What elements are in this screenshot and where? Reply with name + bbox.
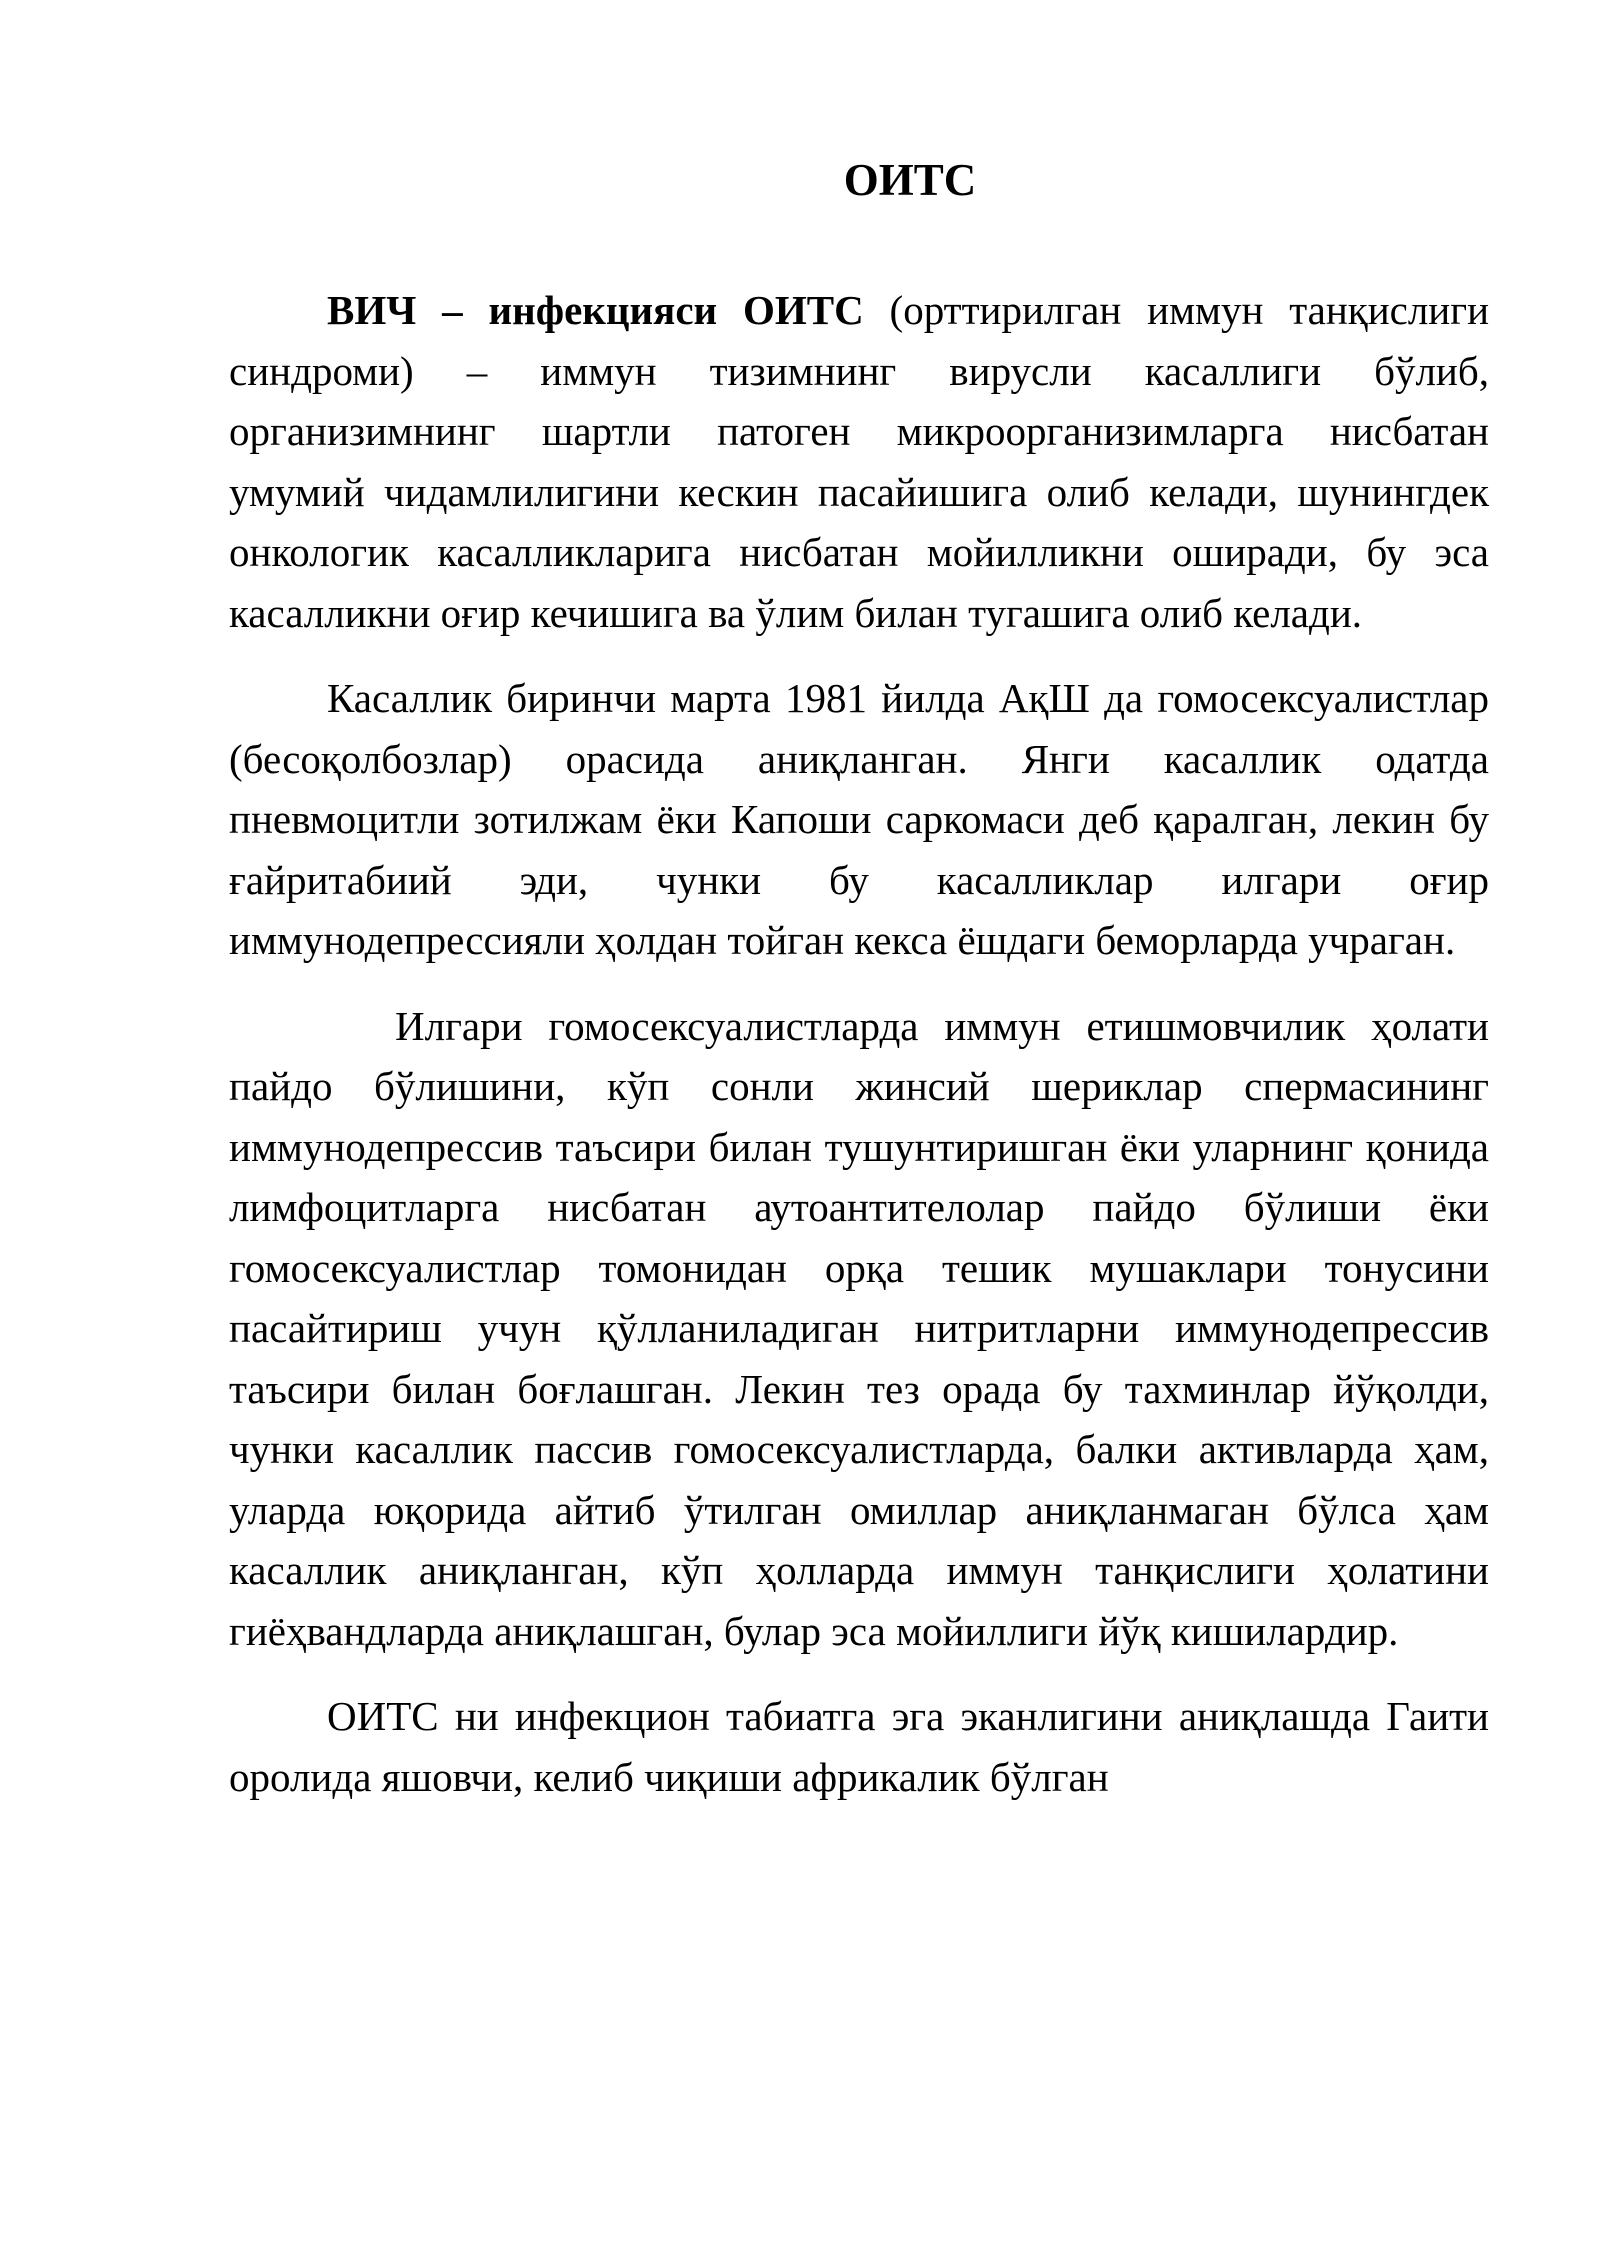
document-body (229, 280, 1489, 1832)
document-title: ОИТС (843, 155, 977, 205)
paragraph-2: Касаллик биринчи марта 1981 йилда АқШ да гомосексуалистлар (бесоқолбозлар) орасида аниқланган. Янги касаллик одатда пневмоцитли зотилжам ёки Капоши саркомаси деб қаралган, лекин бу ғайритабиий эди, чунки бу касалликлар илгари оғир иммунодепрессияли ҳолдан тойган кекса ёшдаги беморларда учраган. (229, 675, 1489, 963)
paragraph-3: Илгари гомосексуалистларда иммун етишмовчилик ҳолати пайдо бўлишини, кўп сонли жинсий шериклар спермасининг иммунодепрессив таъсири билан тушунтиришган ёки уларнинг қонида лимфоцитларга нисбатан аутоантителолар пайдо бўлиши ёки гомосексуалистлар томонидан орқа тешик мушаклари тонусини пасайтириш учун қўлланиладиган нитритларни иммунодепрессив таъсири билан боғлашган. Лекин тез орада бу тахминлар йўқолди, чунки касаллик пассив гомосексуалистларда, балки активларда ҳам, уларда юқорида айтиб ўтилган омиллар аниқланмаган бўлса ҳам касаллик аниқланган, кўп ҳолларда иммун танқислиги ҳолатини гиёҳвандларда аниқлашган, булар эса мойиллиги йўқ кишилардир. (229, 1002, 1489, 1654)
paragraph-1-text: (орттирилган иммун танқислиги синдроми) – иммун тизимнинг вирусли касаллиги бўлиб, организимнинг шартли патоген микроорганизимларга нисбатан умумий чидамлилигини кескин пасайишига олиб келади, шунингдек онкологик касалликларига нисбатан мойилликни оширади, бу эса касалликни оғир кечишига ва ўлим билан тугашига олиб келади. (229, 287, 1490, 636)
paragraph-1-bold-lead: ВИЧ – инфекцияси ОИТС (327, 287, 864, 333)
paragraph-4: ОИТС ни инфекцион табиатга эга эканлигини аниқлашда Гаити оролида яшовчи, келиб чиқиши африкалик бўлган (229, 1693, 1489, 1800)
paragraph-1 (229, 280, 1489, 643)
